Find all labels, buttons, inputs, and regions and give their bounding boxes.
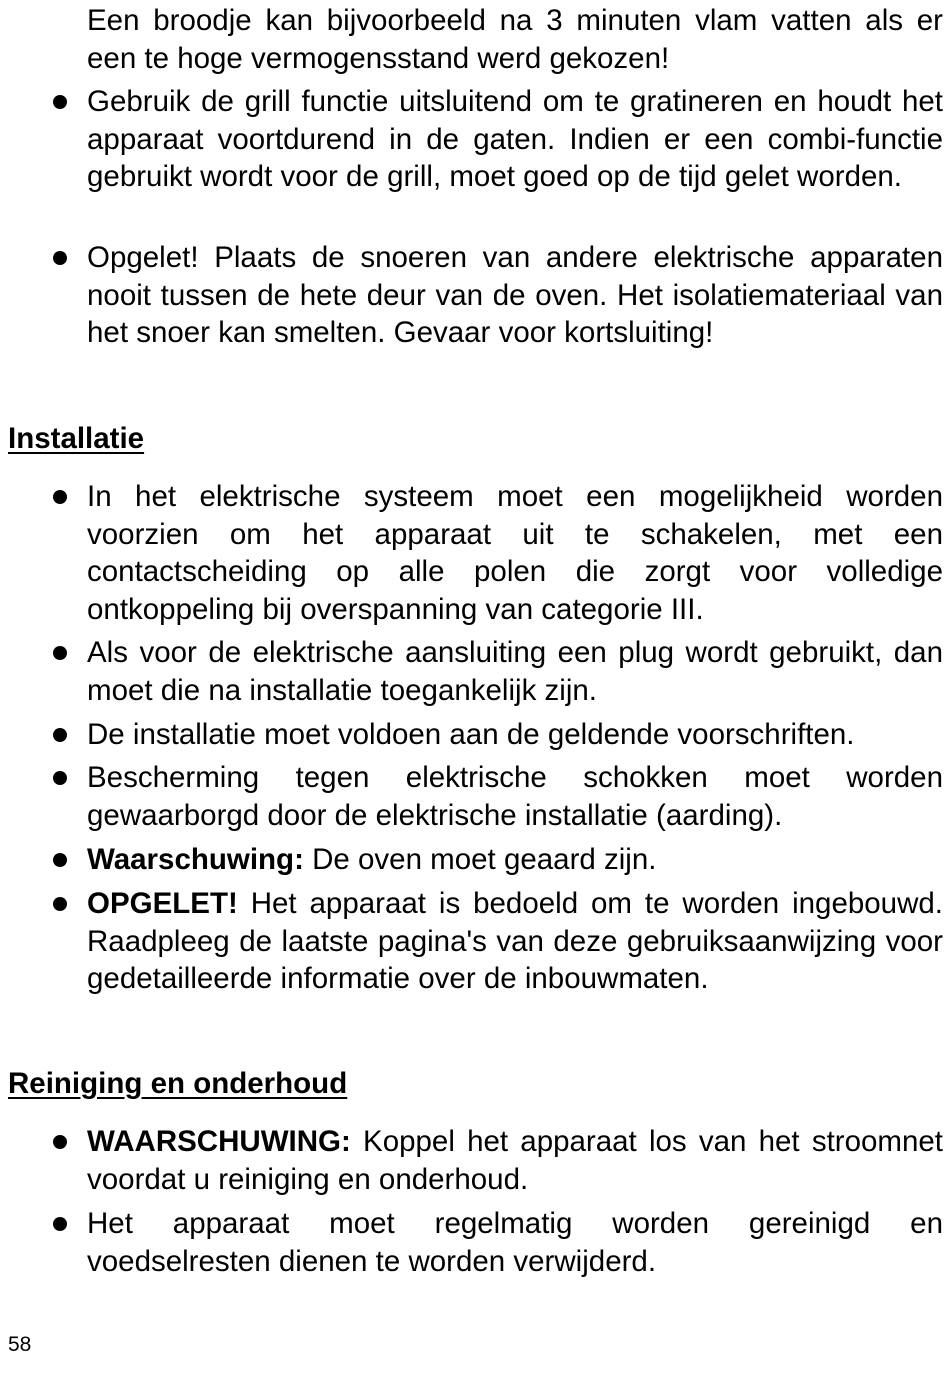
list-item: Het apparaat moet regelmatig worden gereinigd en voedselresten dienen te worden verwijderd. xyxy=(87,1207,943,1278)
section-heading-reiniging: Reiniging en onderhoud xyxy=(8,1067,348,1100)
list-item-text: Koppel het apparaat los van het stroomnet voordat u reiniging en onderhoud. xyxy=(87,1125,943,1196)
list-item: Als voor de elektrische aansluiting een plug wordt gebruikt, dan moet die na installatie toegankelijk zijn. xyxy=(87,636,943,707)
bullet-icon xyxy=(53,771,67,785)
list-item: In het elektrische systeem moet een mogelijkheid worden voorzien om het apparaat uit te schakelen, met een contactscheiding op alle polen die zorgt voor volledige ontkoppeling bij overspanning van categorie III. xyxy=(87,480,943,626)
bullet-icon xyxy=(53,251,67,265)
warning-label: WAARSCHUWING: xyxy=(87,1125,351,1158)
list-item xyxy=(87,885,943,998)
list-item xyxy=(87,841,943,879)
bullet-icon xyxy=(53,646,67,660)
continuation-paragraph: Een broodje kan bijvoorbeeld na 3 minuten vlam vatten als er een te hoge vermogensstand werd gekozen! xyxy=(87,4,943,75)
section-heading-installatie: Installatie xyxy=(8,422,145,455)
bullet-icon xyxy=(53,1217,67,1231)
bullet-icon xyxy=(53,95,67,109)
list-item: De installatie moet voldoen aan de geldende voorschriften. xyxy=(87,718,855,751)
bullet-icon xyxy=(53,1135,67,1149)
list-item xyxy=(87,1123,943,1198)
bullet-icon xyxy=(53,728,67,742)
list-item-text: De oven moet geaard zijn. xyxy=(303,843,657,876)
page-number: 58 xyxy=(8,1333,32,1356)
warning-label: Waarschuwing: xyxy=(87,843,304,876)
list-item: Gebruik de grill functie uitsluitend om te gratineren en houdt het apparaat voortdurend in de gaten. Indien er een combi-functie gebruikt wordt voor de grill, moet goed op de tijd gelet worden. xyxy=(87,85,943,193)
bullet-icon xyxy=(53,490,67,504)
list-item: Bescherming tegen elektrische schokken moet worden gewaarborgd door de elektrische installatie (aarding). xyxy=(87,761,943,832)
bullet-icon xyxy=(53,897,67,911)
list-item: Opgelet! Plaats de snoeren van andere elektrische apparaten nooit tussen de hete deur van de oven. Het isolatiemateriaal van het snoer kan smelten. Gevaar voor kortsluiting! xyxy=(87,241,943,349)
warning-label: OPGELET! xyxy=(87,887,238,920)
bullet-icon xyxy=(53,853,67,867)
list-item-text: Het apparaat is bedoeld om te worden ingebouwd. Raadpleeg de laatste pagina's van deze gebruiksaanwijzing voor gedetailleerde informatie over de inbouwmaten. xyxy=(87,887,943,995)
